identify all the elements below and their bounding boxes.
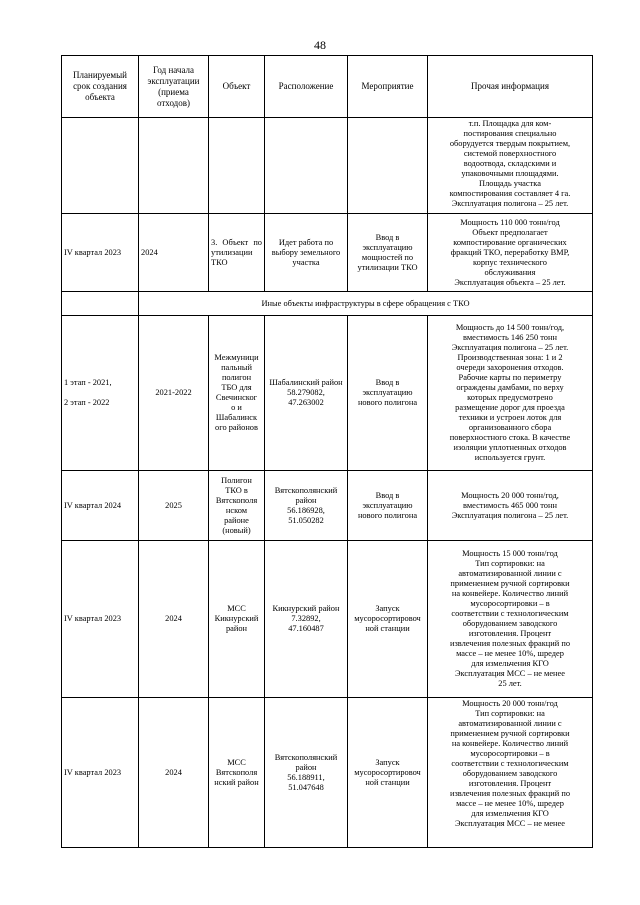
header-measure: Мероприятие [348,56,428,118]
table-row [62,541,593,698]
cell-object: МСС Кикнурский район [209,541,265,698]
cell-location: Идет работа по выбору земельного участка [265,214,348,292]
table-row [62,698,593,848]
table-row [62,471,593,541]
cell-period: IV квартал 2023 [62,214,139,292]
cell-location: Вятскополянский район 56.188911, 51.047648 [265,698,348,848]
cell-year: 2024 [139,698,209,848]
cell-empty [265,118,348,214]
cell-info: т.п. Площадка для ком- постирования специально оборудуется твердым покрытием, системой поверхностного водоотвода, складскими и упаковочными площадями. Площадь участка компостирования составляет 4 га. Эксплуатация полигона – 25 лет. [428,118,593,214]
cell-info: Мощность 110 000 тонн/год Объект предполагает компостирование органических фракций ТКО, переработку ВМР, корпус технического обслуживания Эксплуатация объекта – 25 лет. [428,214,593,292]
cell-info: Мощность 20 000 тонн/год, вместимость 465 000 тонн Эксплуатация полигона – 25 лет. [428,471,593,541]
cell-object: МСС Вятскополя нский район [209,698,265,848]
header-period: Планируемый срок создания объекта [62,56,139,118]
cell-info: Мощность до 14 500 тонн/год, вместимость 146 250 тонн Эксплуатация полигона – 25 лет. Производственная зона: 1 и 2 очереди захоронения отходов. Рабочие карты по периметру ограждены дамбами, по верху которых предусмотрено размещение дорог для проезда техники и устроен лоток для организованного сбора поверхностного стока. В качестве изоляции уплотненных отходов используется грунт. [428,316,593,471]
cell-empty [348,118,428,214]
table-row [62,316,593,471]
table-row [62,214,593,292]
cell-period: 1 этап - 2021, 2 этап - 2022 [62,316,139,471]
table-row [62,118,593,214]
cell-location: Кикнурский район 7.32892, 47.160487 [265,541,348,698]
table-header-row [62,56,593,118]
cell-object: 3. Объект по утилизации ТКО [209,214,265,292]
cell-year: 2024 [139,214,209,292]
cell-empty [139,118,209,214]
cell-period: IV квартал 2023 [62,541,139,698]
section-title: Иные объекты инфраструктуры в сфере обращения с ТКО [139,292,593,316]
cell-location: Вятскополянский район 56.186928, 51.050282 [265,471,348,541]
header-object: Объект [209,56,265,118]
cell-location: Шабалинский район 58.279082, 47.263002 [265,316,348,471]
cell-object: Полигон ТКО в Вятскополя нском районе (новый) [209,471,265,541]
infrastructure-table [61,55,592,848]
header-info: Прочая информация [428,56,593,118]
cell-year: 2025 [139,471,209,541]
header-location: Расположение [265,56,348,118]
cell-measure: Ввод в эксплуатацию нового полигона [348,316,428,471]
cell-measure: Запуск мусоросортировоч ной станции [348,698,428,848]
page-number: 48 [314,38,326,52]
cell-measure: Ввод в эксплуатацию нового полигона [348,471,428,541]
cell-year: 2024 [139,541,209,698]
cell-empty [209,118,265,214]
cell-measure: Ввод в эксплуатацию мощностей по утилизации ТКО [348,214,428,292]
cell-period: IV квартал 2023 [62,698,139,848]
cell-object: Межмуници пальный полигон ТБО для Свечинског о и Шабалинск ого районов [209,316,265,471]
cell-year: 2021-2022 [139,316,209,471]
cell-info: Мощность 15 000 тонн/год Тип сортировки: на автоматизированной линии с применением ручной сортировки на конвейере. Количество линий мусоросортировки – в соответствии с технологическим оборудованием заводского изготовления. Процент извлечения полезных фракций по массе – не менее 10%, шредер для измельчения КГО Эксплуатация МСС – не менее 25 лет. [428,541,593,698]
header-year: Год начала эксплуатации (приема отходов) [139,56,209,118]
section-row [62,292,593,316]
cell-info: Мощность 20 000 тонн/год Тип сортировки: на автоматизированной линии с применением ручной сортировки на конвейере. Количество линий мусоросортировки – в соответствии с технологическим оборудованием заводского изготовления. Процент извлечения полезных фракций по массе – не менее 10%, шредер для измельчения КГО Эксплуатация МСС – не менее [428,698,593,848]
cell-empty [62,292,139,316]
cell-period: IV квартал 2024 [62,471,139,541]
cell-empty [62,118,139,214]
cell-measure: Запуск мусоросортировоч ной станции [348,541,428,698]
